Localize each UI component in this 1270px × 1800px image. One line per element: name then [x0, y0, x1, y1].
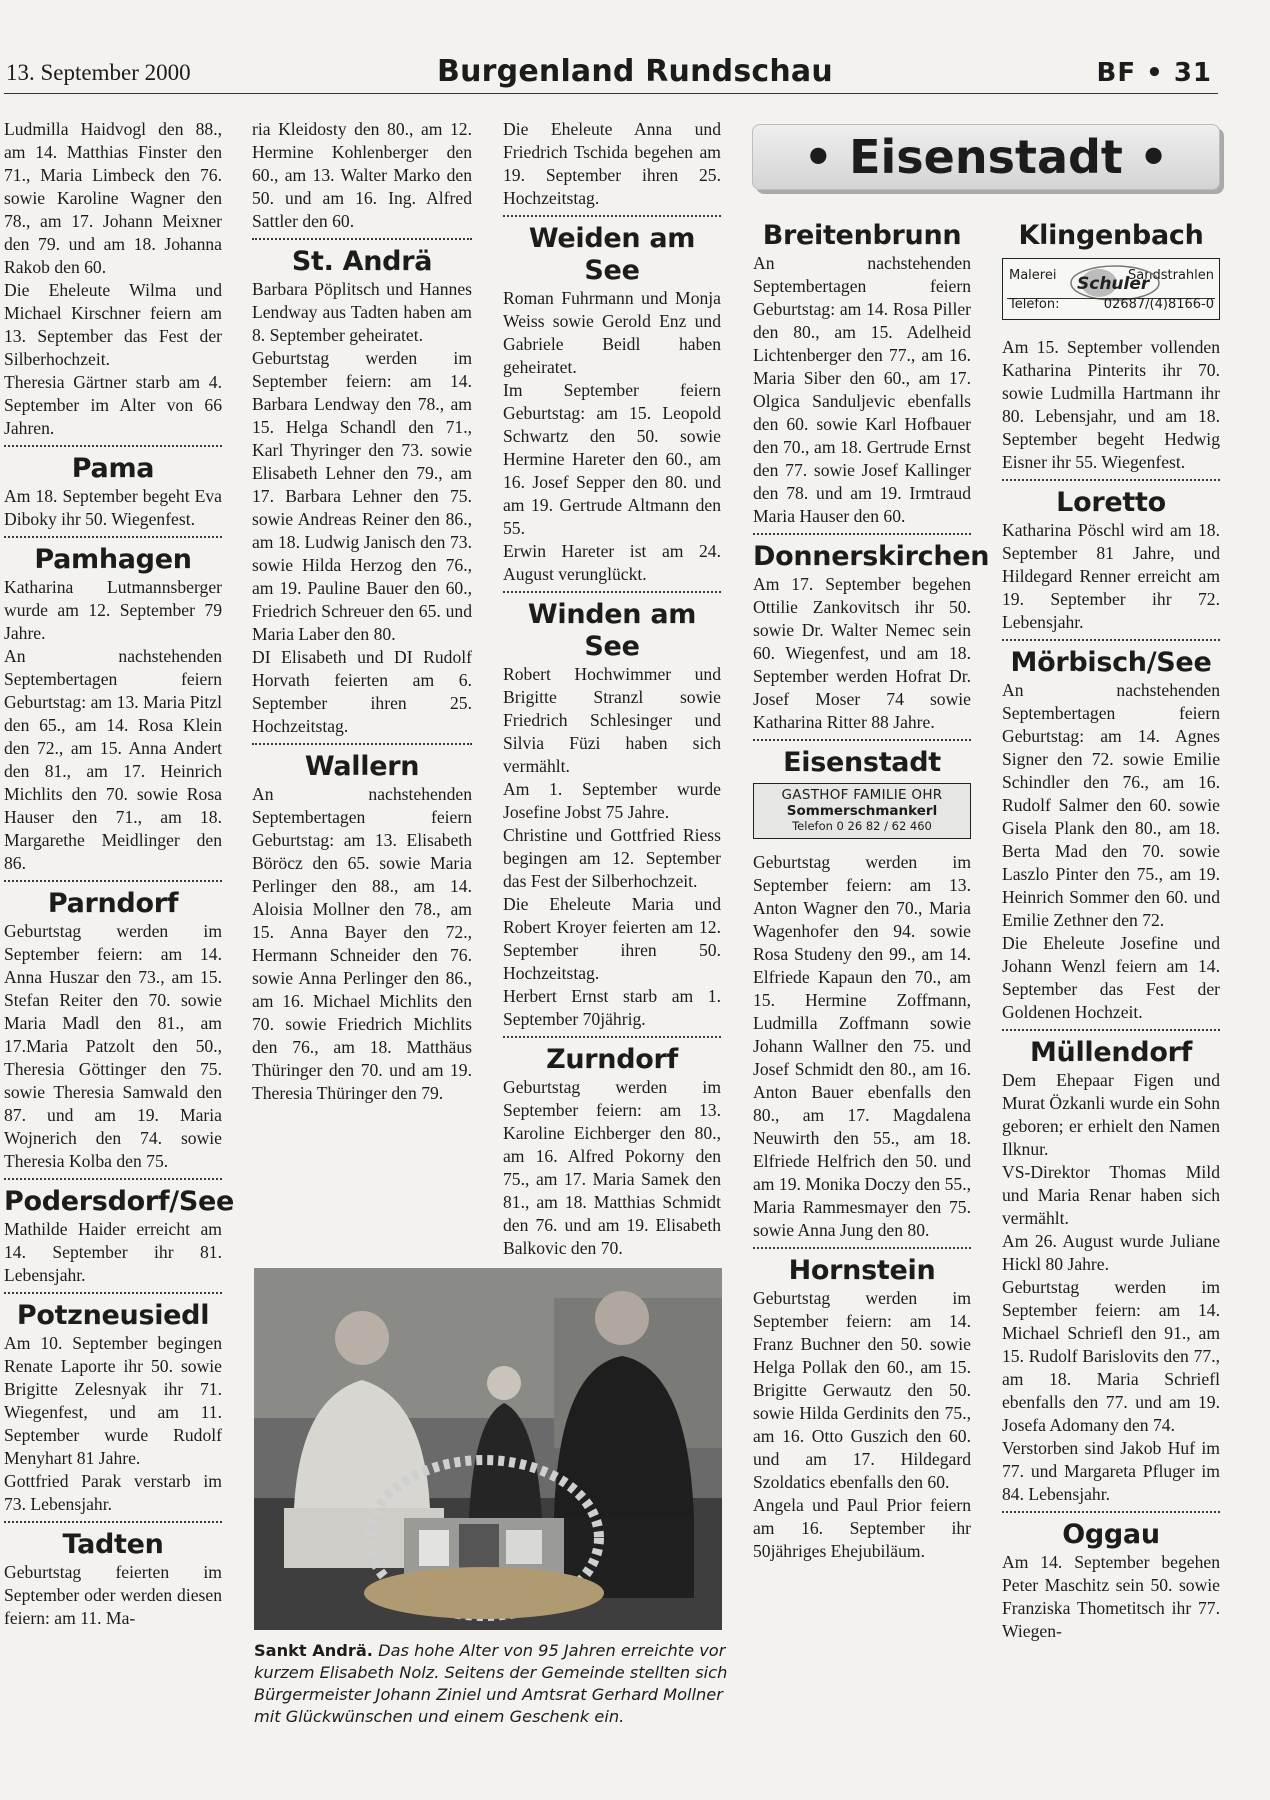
article-text: Katharina Pöschl wird am 18. September 81 Jahre, und Hildegard Renner erreicht am 19. September ihr 72. Lebensjahr. — [1002, 520, 1220, 632]
article-text: An nachstehenden Septembertagen feiern Geburtstag: am 13. Elisabeth Böröcz den 65. sowie Maria Perlinger den 88., am 14. Aloisia Mollner den 78., am 15. Anna Bayer den 72., Hermann Schneider den 76. sowie Anna Perlinger den 86., am 16. Michael Michlits den 70. sowie Friedrich Michlits den 76., am 18. Matthäus Thüringer den 70. und am 19. Theresia Thüringer den 79. — [252, 784, 472, 1103]
article-text: VS-Direktor Thomas Mild und Maria Renar haben sich vermählt. — [1002, 1162, 1220, 1228]
section-heading-muellendorf: Müllendorf — [1002, 1029, 1220, 1069]
svg-text:Schuler: Schuler — [1077, 274, 1150, 294]
section-heading-hornstein: Hornstein — [753, 1247, 971, 1287]
article-text: Geburtstag werden im September feiern: am 14. Franz Buchner den 50. sowie Helga Pollak den 60., am 15. Brigitte Gerwautz den 50. sowie Hilda Gerdinits den 75., am 16. Otto Guszich den 60. und am 17. Hildegard Szoldatics ebenfalls den 60. — [753, 1288, 971, 1492]
article-text: Die Eheleute Josefine und Johann Wenzl feiern am 14. September das Fest der Goldenen Hochzeit. — [1002, 933, 1220, 1022]
section-heading-parndorf: Parndorf — [4, 880, 222, 920]
schuler-advertisement — [1002, 258, 1220, 320]
article-text: Die Eheleute Anna und Friedrich Tschida begehen am 19. September ihren 25. Hochzeitstag. — [503, 119, 721, 208]
article-text: Am 17. September begehen Ottilie Zankovitsch ihr 50. sowie Dr. Walter Nemec sein 60. Wiegenfest, und am 18. September werden Hofrat Dr. Josef Moser 74 sowie Katharina Ritter 88 Jahre. — [753, 574, 971, 732]
region-banner: • Eisenstadt • — [752, 124, 1220, 190]
gasthof-advertisement — [753, 783, 971, 839]
article-text: Gottfried Parak verstarb im 73. Lebensjahr. — [4, 1471, 222, 1514]
article-text: Die Eheleute Maria und Robert Kroyer feierten am 12. September ihren 50. Hochzeitstag. — [503, 894, 721, 983]
section-heading-podersdorf: Podersdorf/See — [4, 1178, 222, 1218]
page-number: BF • 31 — [1096, 58, 1212, 88]
article-text: Katharina Lutmannsberger wurde am 12. September 79 Jahre. — [4, 577, 222, 643]
article-text: An nachstehenden Septembertagen feiern Geburtstag: am 13. Maria Pitzl den 65., am 14. Rosa Klein den 72., am 15. Anna Andert den 81., am 17. Heinrich Michlits den 70. sowie Rosa Hauser den 71., am 18. Margarethe Meidlinger den 86. — [4, 646, 222, 873]
section-heading-loretto: Loretto — [1002, 479, 1220, 519]
ad-line: Sommerschmankerl — [786, 803, 938, 819]
article-text: Erwin Hareter ist am 24. August verunglückt. — [503, 541, 721, 584]
article-text: Die Eheleute Wilma und Michael Kirschner feiern am 13. September das Fest der Silberhochzeit. — [4, 280, 222, 369]
article-text: Geburtstag werden im September feiern: am 13. Anton Wagner den 70., Maria Wagenhofer den 94. sowie Rosa Studeny den 99., am 14. Elfriede Kapaun den 70., am 15. Hermine Zoffmann, Ludmilla Zoffmann sowie Johann Wallner den 75. und Josef Schmidt den 80., am 16. Anton Bauer ebenfalls den 80., am 17. Magdalena Neuwirth den 55., am 18. Elfriede Helfrich den 50. und am 19. Monika Doczy den 55., Maria Rammesmayer den 75. sowie Anna Jung den 80. — [753, 852, 971, 1240]
article-text: Geburtstag werden im September feiern: am 13. Karoline Eichberger den 80., am 16. Alfred Pokorny den 75., am 17. Maria Samek den 81., am 18. Matthias Schmidt den 76. und am 19. Elisabeth Balkovic den 70. — [503, 1077, 721, 1258]
article-text: Theresia Gärtner starb am 4. September im Alter von 66 Jahren. — [4, 372, 222, 438]
article-text: Herbert Ernst starb am 1. September 70jährig. — [503, 986, 721, 1029]
article-text: Am 14. September begehen Peter Maschitz sein 50. sowie Franziska Thometitsch ihr 77. Wiegen- — [1002, 1552, 1220, 1641]
section-heading-zurndorf: Zurndorf — [503, 1036, 721, 1076]
article-text: Geburtstag werden im September feiern: am 14. Barbara Lendway den 78., am 15. Helga Schandl den 71., Karl Thyringer den 73. sowie Elisabeth Lehner den 79., am 17. Barbara Lehner den 75. sowie Andreas Reiner den 86., am 18. Ludwig Janisch den 73. sowie Hilda Herzog den 76., am 19. Pauline Bauer den 60., Friedrich Schreuer den 65. und Maria Laber den 80. — [252, 348, 472, 644]
caption-lead: Sankt Andrä. — [254, 1641, 373, 1660]
article-text: Im September feiern Geburtstag: am 15. Leopold Schwartz den 50. sowie Hermine Hareter den 60., am 16. Josef Sepper den 80. und am 19. Gertrude Altmann den 55. — [503, 380, 721, 538]
photo-illustration — [254, 1268, 722, 1630]
photo-caption — [254, 1640, 730, 1728]
section-heading-pamhagen: Pamhagen — [4, 536, 222, 576]
section-heading-winden: Winden am See — [503, 591, 721, 663]
ad-text: Telefon: — [1009, 297, 1060, 312]
ad-text: Malerei — [1009, 268, 1057, 283]
article-text: Am 10. September begingen Renate Laporte ihr 50. sowie Brigitte Zelesnyak ihr 71. Wiegenfest, und am 11. September wurde Rudolf Menyhart 81 Jahre. — [4, 1333, 222, 1468]
section-heading-moerbisch: Mörbisch/See — [1002, 639, 1220, 679]
column-4 — [753, 220, 990, 1563]
article-text: An nachstehenden Septembertagen feiern Geburtstag: am 14. Agnes Signer den 72. sowie Emilie Schindler den 76., am 16. Rudolf Salmer den 60. sowie Gisela Plank den 80., am 18. Berta Mad den 70. sowie Laszlo Pinter den 75., am 19. Heinrich Sommer den 60. und Emilie Zethner den 72. — [1002, 680, 1220, 930]
ad-text: Sandstrahlen — [1128, 268, 1214, 283]
article-text: Am 15. September vollenden Katharina Pinterits ihr 70. sowie Ludmilla Hartmann ihr 80. Lebensjahr, und am 18. September begeht Hedwig Eisner ihr 55. Wiegenfest. — [1002, 337, 1220, 472]
section-heading-pama: Pama — [4, 445, 222, 485]
article-text: Robert Hochwimmer und Brigitte Stranzl sowie Friedrich Schlesinger und Silvia Füzi haben sich vermählt. — [503, 664, 721, 776]
article-text: Angela und Paul Prior feiern am 16. September ihr 50jähriges Ehejubiläum. — [753, 1495, 971, 1561]
ad-phone: 02687/(4)8166-0 — [1103, 297, 1214, 312]
article-text: Geburtstag feierten im September oder werden diesen feiern: am 11. Ma- — [4, 1562, 222, 1628]
header-rule — [4, 93, 1218, 94]
article-text: Roman Fuhrmann und Monja Weiss sowie Gerold Enz und Gabriele Beidl haben geheiratet. — [503, 288, 721, 377]
section-heading-tadten: Tadten — [4, 1521, 222, 1561]
section-heading-klingenbach: Klingenbach — [1018, 220, 1204, 251]
article-text: DI Elisabeth und DI Rudolf Horvath feierten am 6. September ihren 25. Hochzeitstag. — [252, 647, 472, 736]
column-5 — [1002, 220, 1220, 1643]
article-text: Mathilde Haider erreicht am 14. September ihr 81. Lebensjahr. — [4, 1219, 222, 1285]
article-text: Geburtstag werden im September feiern: am 14. Anna Huszar den 73., am 15. Stefan Reiter den 70. sowie Maria Madl den 81., am 17.Maria Patzolt den 50., Theresia Göttinger den 75. sowie Theresia Samwald den 87. und am 19. Maria Wojnerich den 74. sowie Theresia Kolba den 75. — [4, 921, 222, 1171]
ad-phone: Telefon 0 26 82 / 62 460 — [792, 819, 932, 833]
newspaper-title: Burgenland Rundschau — [437, 54, 833, 89]
article-text: Verstorben sind Jakob Huf im 77. und Margareta Pfluger im 84. Lebensjahr. — [1002, 1438, 1220, 1504]
article-text: Geburtstag werden im September feiern: am 14. Michael Schriefl den 91., am 15. Rudolf Barislovits den 77., am 18. Maria Schriefl ebenfalls den 77. und am 19. Josefa Adomany den 74. — [1002, 1277, 1220, 1435]
article-text: Am 18. September begeht Eva Diboky ihr 50. Wiegenfest. — [4, 486, 222, 529]
caption-text: Das hohe Alter von 95 Jahren erreichte vor kurzem Elisabeth Nolz. Seitens der Gemeinde stellten sich Bürgermeister Johann Ziniel und Amtsrat Gerhard Mollner mit Glückwünschen und einem Geschenk ein. — [254, 1641, 728, 1726]
section-heading-oggau: Oggau — [1002, 1511, 1220, 1551]
section-heading-wallern: Wallern — [252, 743, 472, 783]
article-text: Christine und Gottfried Riess begingen am 12. September das Fest der Silberhochzeit. — [503, 825, 721, 891]
article-text: Ludmilla Haidvogl den 88., am 14. Matthias Finster den 71., Maria Limbeck den 76. sowie Karoline Wagner den 78., am 17. Johann Meixner den 79. und am 18. Johanna Rakob den 60. — [4, 119, 222, 277]
section-heading-eisenstadt: Eisenstadt — [753, 739, 971, 779]
ad-line: GASTHOF FAMILIE OHR — [781, 787, 943, 803]
article-text: Am 26. August wurde Juliane Hickl 80 Jahre. — [1002, 1231, 1220, 1274]
section-heading-st-andrae: St. Andrä — [252, 238, 472, 278]
article-text: An nachstehenden Septembertagen feiern Geburtstag: am 14. Rosa Piller den 80., am 15. Adelheid Lichtenberger den 77., am 16. Maria Siber den 60., am 17. Olgica Sanduljevic ebenfalls den 60. sowie Karl Hofbauer den 70., am 18. Gertrude Ernst den 77. sowie Josef Kallinger den 78. und am 19. Irmtraud Maria Hauser den 60. — [753, 253, 971, 526]
article-text: Am 1. September wurde Josefine Jobst 75 Jahre. — [503, 779, 721, 822]
section-heading-potzneusiedl: Potzneusiedl — [4, 1292, 222, 1332]
article-text: Barbara Pöplitsch und Hannes Lendway aus Tadten haben am 8. September geheiratet. — [252, 279, 472, 345]
issue-date: 13. September 2000 — [6, 60, 191, 85]
column-3 — [503, 118, 721, 1260]
column-2 — [252, 118, 472, 1105]
section-heading-breitenbrunn: Breitenbrunn — [762, 220, 962, 251]
section-heading-weiden: Weiden am See — [503, 215, 721, 287]
page-header — [0, 0, 1270, 100]
column-1 — [4, 118, 235, 1630]
section-heading-donnerskirchen: Donnerskirchen — [753, 533, 971, 573]
news-photo — [254, 1268, 722, 1630]
article-text: ria Kleidosty den 80., am 12. Hermine Kohlenberger den 60., am 13. Walter Marko den 50. und am 16. Ing. Alfred Sattler den 60. — [252, 119, 472, 231]
article-text: Dem Ehepaar Figen und Murat Özkanli wurde ein Sohn geboren; er erhielt den Namen Ilknur. — [1002, 1070, 1220, 1159]
